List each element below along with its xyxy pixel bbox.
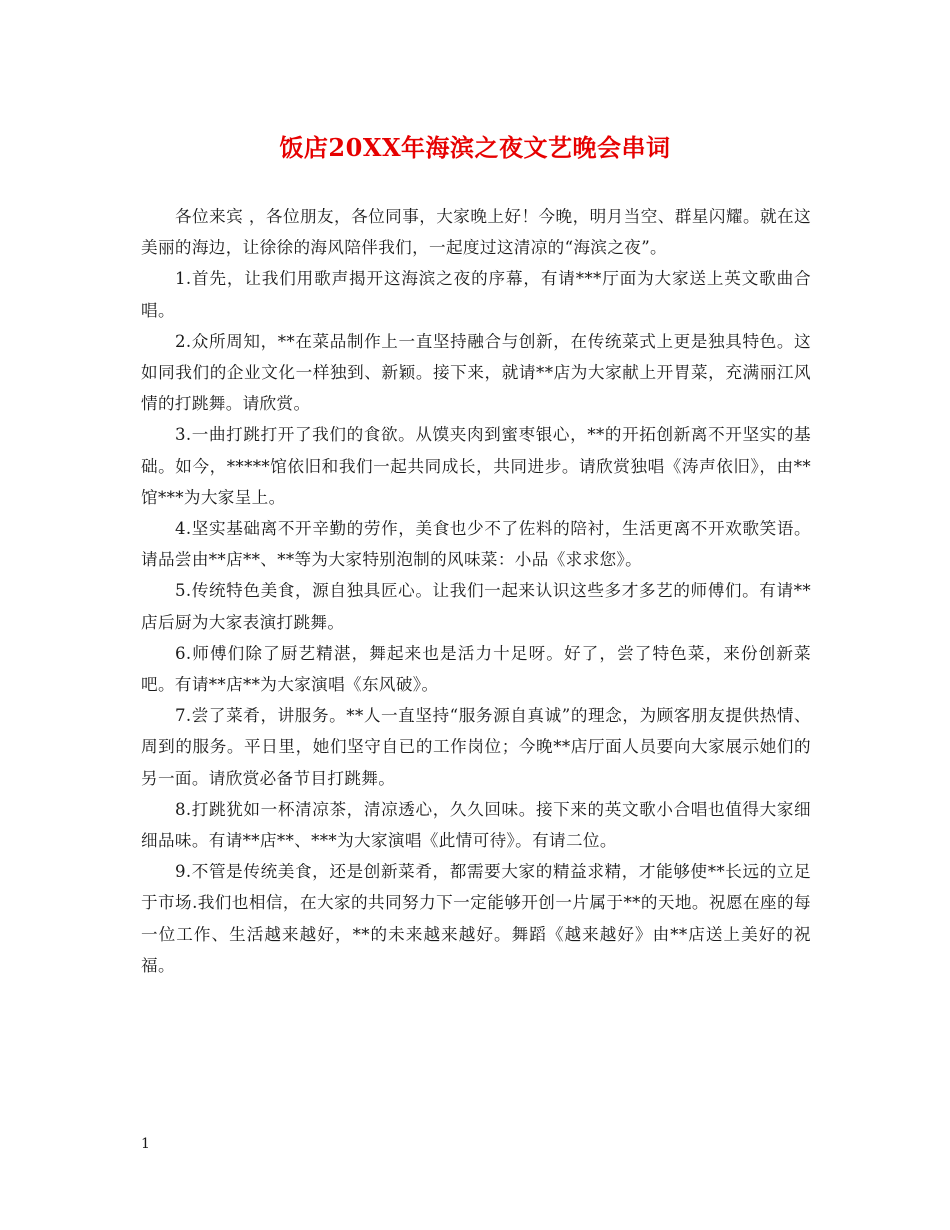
document-body xyxy=(141,201,811,981)
paragraph-item-4: 4.坚实基础离不开辛勤的劳作，美食也少不了佐料的陪衬，生活更离不开欢歌笑语。请品尝由**店**、**等为大家特别泡制的风味菜：小品《求求您》。 xyxy=(141,519,811,570)
paragraph-item-7: 7.尝了菜肴，讲服务。**人一直坚持“服务源自真诚”的理念，为顾客朋友提供热情、周到的服务。平日里，她们坚守自已的工作岗位；今晚**店厅面人员要向大家展示她们的另一面。请欣赏必备节目打跳舞。 xyxy=(141,706,811,788)
paragraph-item-3: 3.一曲打跳打开了我们的食欲。从馍夹肉到蜜枣银心，**的开拓创新离不开坚实的基础。如今，*****馆依旧和我们一起共同成长，共同进步。请欣赏独唱《涛声依旧》，由**馆***为大家呈上。 xyxy=(141,425,811,507)
paragraph-item-2: 2.众所周知，**在菜品制作上一直坚持融合与创新，在传统菜式上更是独具特色。这如同我们的企业文化一样独到、新颖。接下来，就请**店为大家献上开胃菜，充满丽江风情的打跳舞。请欣赏。 xyxy=(141,331,811,414)
paragraph-item-5: 5.传统特色美食，源自独具匠心。让我们一起来认识这些多才多艺的师傅们。有请**店后厨为大家表演打跳舞。 xyxy=(141,581,811,632)
paragraph-item-8: 8.打跳犹如一杯清凉茶，清凉透心，久久回味。接下来的英文歌小合唱也值得大家细细品味。有请**店**、***为大家演唱《此情可待》。有请二位。 xyxy=(141,799,811,851)
paragraph-item-1: 1.首先，让我们用歌声揭开这海滨之夜的序幕，有请***厅面为大家送上英文歌曲合唱。 xyxy=(141,269,811,320)
document-title: 饭店20XX年海滨之夜文艺晚会串词 xyxy=(279,133,671,162)
paragraph-item-6: 6.师傅们除了厨艺精湛，舞起来也是活力十足呀。好了，尝了特色菜，来份创新菜吧。有请**店**为大家演唱《东风破》。 xyxy=(141,643,811,695)
paragraph-item-9: 9.不管是传统美食，还是创新菜肴，都需要大家的精益求精，才能够使**长远的立足于市场.我们也相信，在大家的共同努力下一定能够开创一片属于**的天地。祝愿在座的每一位工作、生活越来越好，**的未来越来越好。舞蹈《越来越好》由**店送上美好的祝福。 xyxy=(141,862,811,975)
paragraph-intro: 各位来宾 ，各位朋友，各位同事，大家晚上好！今晚，明月当空、群星闪耀。就在这美丽的海边，让徐徐的海风陪伴我们，一起度过这清凉的“海滨之夜”。 xyxy=(141,207,811,258)
page-number: 1 xyxy=(141,1136,150,1152)
